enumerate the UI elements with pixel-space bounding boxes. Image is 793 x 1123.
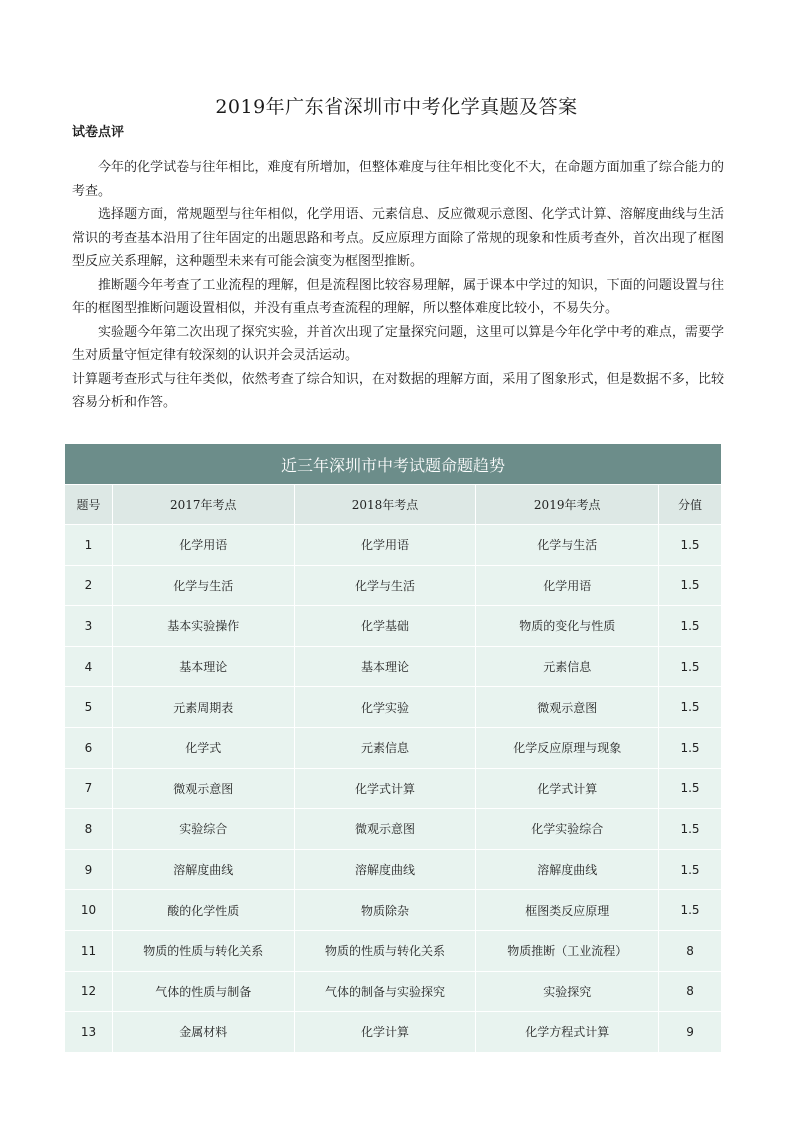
table-row	[65, 687, 722, 728]
cell-number: 12	[65, 971, 113, 1012]
cell-2017: 基本理论	[112, 646, 294, 687]
cell-number: 11	[65, 930, 113, 971]
cell-score: 1.5	[659, 890, 722, 931]
table-row	[65, 1012, 722, 1053]
cell-number: 4	[65, 646, 113, 687]
cell-2017: 金属材料	[112, 1012, 294, 1053]
cell-2018: 化学式计算	[294, 768, 476, 809]
cell-number: 1	[65, 525, 113, 566]
paragraph-overview: 今年的化学试卷与往年相比，难度有所增加，但整体难度与往年相比变化不大，在命题方面加重了综合能力的考查。	[72, 160, 724, 199]
cell-score: 8	[659, 971, 722, 1012]
cell-number: 6	[65, 727, 113, 768]
trend-table	[64, 443, 722, 1053]
cell-score: 8	[659, 930, 722, 971]
section-heading: 试卷点评	[72, 125, 125, 140]
cell-score: 1.5	[659, 525, 722, 566]
header-2018: 2018年考点	[294, 485, 476, 525]
header-2019: 2019年考点	[476, 485, 659, 525]
cell-2018: 元素信息	[294, 727, 476, 768]
cell-2018: 基本理论	[294, 646, 476, 687]
cell-score: 1.5	[659, 606, 722, 647]
cell-2019: 化学式计算	[476, 768, 659, 809]
cell-2019: 物质的变化与性质	[476, 606, 659, 647]
cell-2017: 基本实验操作	[112, 606, 294, 647]
table-row	[65, 646, 722, 687]
cell-score: 1.5	[659, 727, 722, 768]
table-row	[65, 768, 722, 809]
cell-number: 5	[65, 687, 113, 728]
cell-score: 9	[659, 1012, 722, 1053]
cell-2019: 化学与生活	[476, 525, 659, 566]
cell-score: 1.5	[659, 809, 722, 850]
cell-2017: 微观示意图	[112, 768, 294, 809]
cell-2017: 化学式	[112, 727, 294, 768]
cell-number: 7	[65, 768, 113, 809]
cell-2017: 酸的化学性质	[112, 890, 294, 931]
table-header-row	[65, 485, 722, 525]
cell-2018: 微观示意图	[294, 809, 476, 850]
cell-score: 1.5	[659, 565, 722, 606]
table-row	[65, 849, 722, 890]
table-row	[65, 809, 722, 850]
cell-number: 2	[65, 565, 113, 606]
table-row	[65, 890, 722, 931]
cell-2019: 元素信息	[476, 646, 659, 687]
header-2017: 2017年考点	[112, 485, 294, 525]
cell-2018: 化学计算	[294, 1012, 476, 1053]
table-row	[65, 971, 722, 1012]
cell-number: 9	[65, 849, 113, 890]
header-number: 题号	[65, 485, 113, 525]
cell-2018: 物质的性质与转化关系	[294, 930, 476, 971]
table-row	[65, 727, 722, 768]
cell-2019: 物质推断（工业流程）	[476, 930, 659, 971]
paragraph-inference: 推断题今年考查了工业流程的理解，但是流程图比较容易理解，属于课本中学过的知识，下面的问题设置与往年的框图型推断问题设置相似，并没有重点考查流程的理解，所以整体难度比较小，不易失分。	[72, 277, 724, 316]
cell-2017: 实验综合	[112, 809, 294, 850]
cell-2019: 化学用语	[476, 565, 659, 606]
cell-2017: 溶解度曲线	[112, 849, 294, 890]
cell-2018: 化学实验	[294, 687, 476, 728]
cell-score: 1.5	[659, 768, 722, 809]
header-score: 分值	[659, 485, 722, 525]
cell-2019: 化学实验综合	[476, 809, 659, 850]
paragraph-experiment: 实验题今年第二次出现了探究实验，并首次出现了定量探究问题，这里可以算是今年化学中考的难点，需要学生对质量守恒定律有较深刻的认识并会灵活运动。	[72, 324, 724, 363]
cell-2018: 物质除杂	[294, 890, 476, 931]
cell-number: 3	[65, 606, 113, 647]
table-row	[65, 525, 722, 566]
cell-score: 1.5	[659, 687, 722, 728]
cell-score: 1.5	[659, 646, 722, 687]
page-title: 2019年广东省深圳市中考化学真题及答案	[215, 96, 578, 118]
cell-2019: 化学反应原理与现象	[476, 727, 659, 768]
cell-number: 13	[65, 1012, 113, 1053]
cell-2019: 微观示意图	[476, 687, 659, 728]
table-caption: 近三年深圳市中考试题命题趋势	[65, 444, 722, 485]
cell-2018: 化学用语	[294, 525, 476, 566]
cell-2017: 化学用语	[112, 525, 294, 566]
cell-2019: 化学方程式计算	[476, 1012, 659, 1053]
cell-2017: 元素周期表	[112, 687, 294, 728]
cell-number: 10	[65, 890, 113, 931]
cell-2017: 化学与生活	[112, 565, 294, 606]
review-text	[72, 156, 724, 415]
cell-number: 8	[65, 809, 113, 850]
paragraph-choice: 选择题方面，常规题型与往年相似，化学用语、元素信息、反应微观示意图、化学式计算、溶解度曲线与生活常识的考查基本沿用了往年固定的出题思路和考点。反应原理方面除了常规的现象和性质考查外，首次出现了框图型反应关系理解，这种题型未来有可能会演变为框图型推断。	[72, 207, 724, 269]
table-row	[65, 930, 722, 971]
table-body	[65, 525, 722, 1053]
cell-2017: 物质的性质与转化关系	[112, 930, 294, 971]
cell-2018: 溶解度曲线	[294, 849, 476, 890]
paragraph-calculation: 计算题考查形式与往年类似，依然考查了综合知识，在对数据的理解方面，采用了图象形式，但是数据不多，比较容易分析和作答。	[72, 371, 724, 410]
cell-2018: 气体的制备与实验探究	[294, 971, 476, 1012]
cell-2018: 化学与生活	[294, 565, 476, 606]
table-row	[65, 606, 722, 647]
table-row	[65, 565, 722, 606]
cell-score: 1.5	[659, 849, 722, 890]
cell-2019: 溶解度曲线	[476, 849, 659, 890]
cell-2019: 实验探究	[476, 971, 659, 1012]
cell-2018: 化学基础	[294, 606, 476, 647]
cell-2017: 气体的性质与制备	[112, 971, 294, 1012]
cell-2019: 框图类反应原理	[476, 890, 659, 931]
